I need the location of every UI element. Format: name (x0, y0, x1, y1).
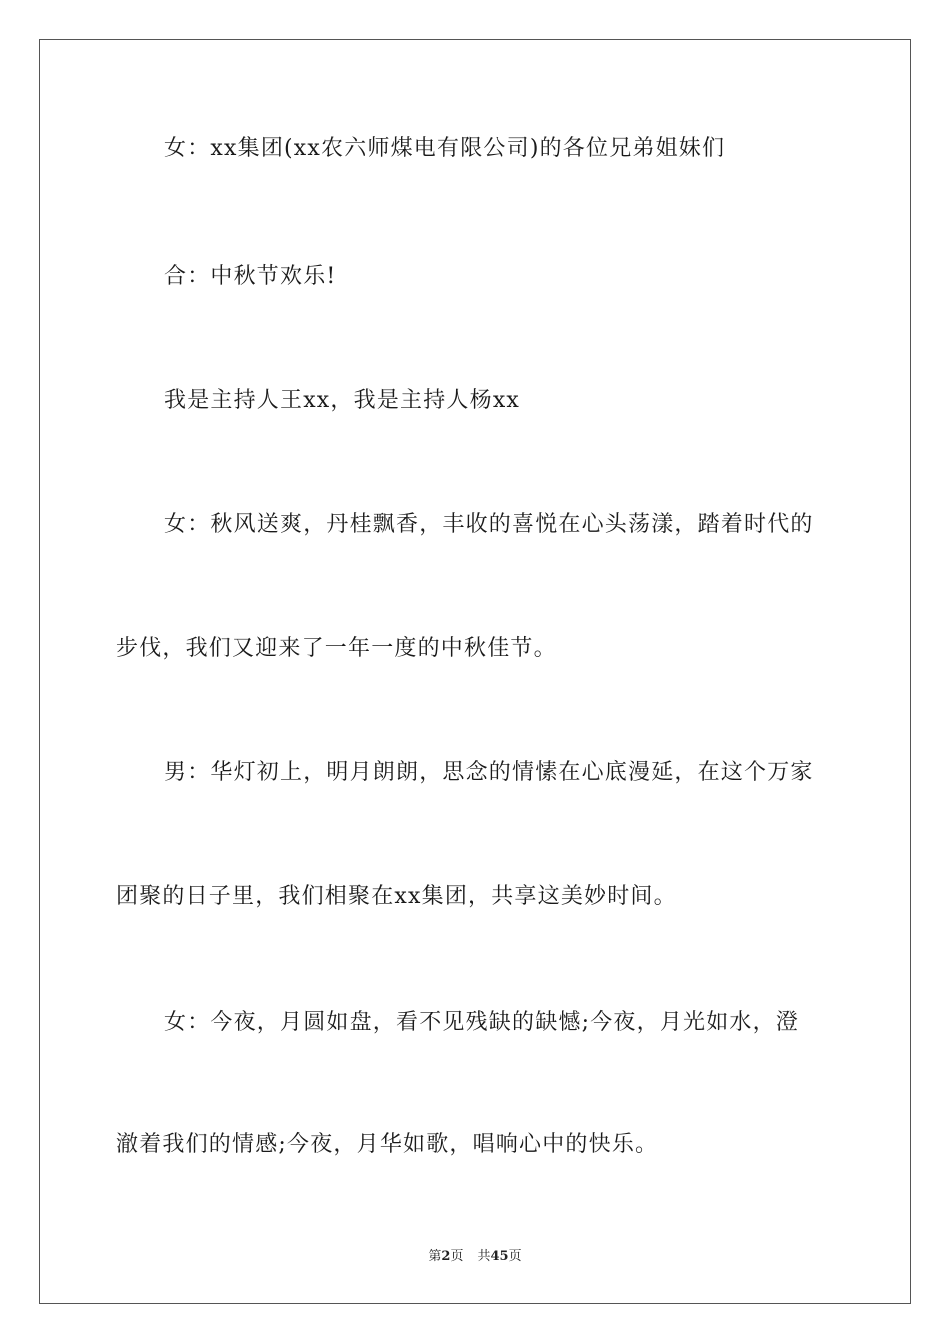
total-suffix: 页 (508, 1249, 522, 1264)
text-line: 女：xx集团(xx农六师煤电有限公司)的各位兄弟姐妹们 (164, 136, 726, 161)
page-suffix: 页 (450, 1249, 464, 1264)
text-line: 步伐，我们又迎来了一年一度的中秋佳节。 (116, 636, 557, 661)
text-line: 团聚的日子里，我们相聚在xx集团，共享这美妙时间。 (116, 884, 677, 909)
page-footer (0, 1248, 950, 1266)
text-line: 澈着我们的情感;今夜，月华如歌，唱响心中的快乐。 (116, 1132, 659, 1157)
page-prefix: 第 (428, 1249, 442, 1264)
text-line: 女：秋风送爽，丹桂飘香，丰收的喜悦在心头荡漾，踏着时代的 (164, 512, 814, 537)
total-prefix: 共 (477, 1249, 491, 1264)
page-number: 2 (441, 1249, 451, 1264)
text-line: 合：中秋节欢乐! (164, 264, 337, 289)
page-frame (39, 39, 911, 1304)
text-line: 男：华灯初上，明月朗朗，思念的情愫在心底漫延，在这个万家 (164, 760, 814, 785)
text-line: 女：今夜，月圆如盘，看不见残缺的缺憾;今夜，月光如水，澄 (164, 1010, 800, 1035)
text-line: 我是主持人王xx，我是主持人杨xx (164, 388, 521, 413)
total-pages: 45 (490, 1249, 509, 1264)
